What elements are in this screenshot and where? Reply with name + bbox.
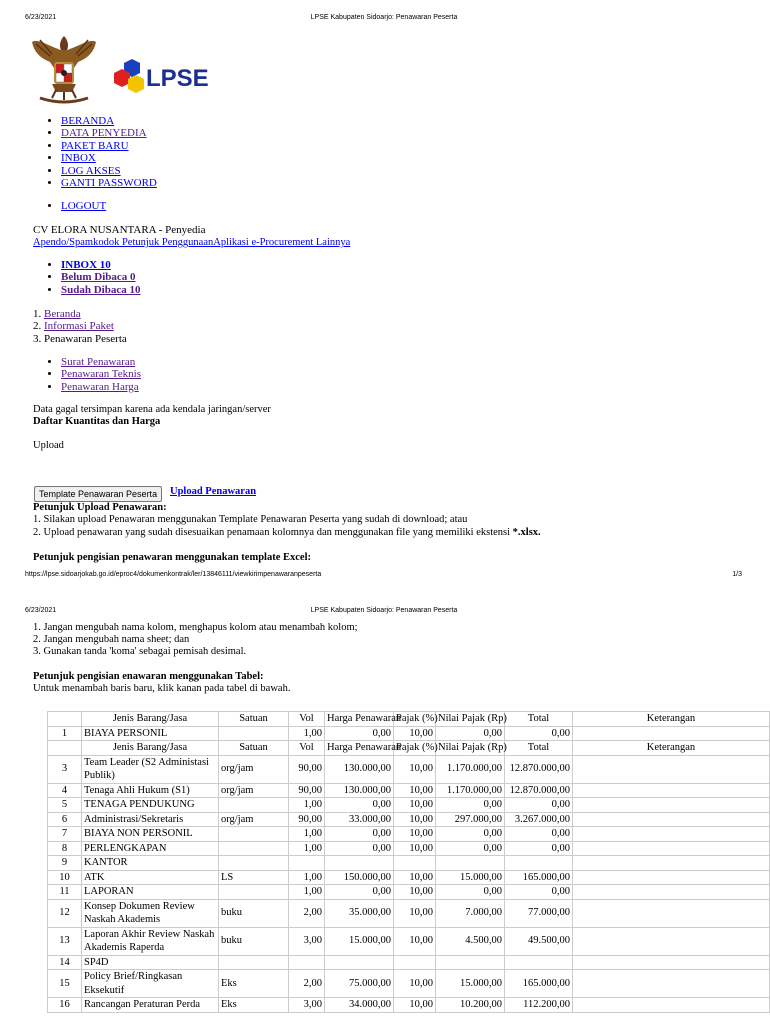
inbox-nav bbox=[45, 259, 140, 296]
table-cell[interactable]: Tenaga Ahli Hukum (S1) bbox=[82, 783, 219, 798]
nav-link-ganti-password[interactable]: GANTI PASSWORD bbox=[61, 177, 157, 190]
table-cell[interactable]: 1,00 bbox=[289, 870, 325, 885]
table-cell[interactable] bbox=[573, 812, 770, 827]
table-cell[interactable] bbox=[573, 899, 770, 927]
table-cell[interactable]: 0,00 bbox=[505, 841, 573, 856]
upload-help-line: 1. Silakan upload Penawaran menggunakan Template Penawaran Peserta yang sudah di download; atau bbox=[33, 514, 468, 525]
table-cell[interactable]: 10,00 bbox=[394, 812, 436, 827]
error-message: Data gagal tersimpan karena ada kendala jaringan/server bbox=[33, 404, 271, 415]
column-header[interactable]: Satuan bbox=[219, 741, 289, 756]
column-header[interactable]: Keterangan bbox=[573, 712, 770, 727]
table-cell[interactable]: 130.000,00 bbox=[325, 755, 394, 783]
table-cell[interactable]: 0,00 bbox=[436, 726, 505, 741]
nav-item-data-penyedia bbox=[61, 127, 157, 139]
table-row bbox=[48, 856, 770, 871]
table-row bbox=[48, 783, 770, 798]
nav-link-log-akses[interactable]: LOG AKSES bbox=[61, 164, 121, 177]
nav-item-beranda bbox=[61, 115, 157, 127]
table-cell[interactable] bbox=[505, 856, 573, 871]
upload-help-extension: *.xlsx. bbox=[512, 527, 541, 538]
table-cell[interactable]: 10,00 bbox=[394, 827, 436, 842]
nav-link-data-penyedia[interactable]: DATA PENYEDIA bbox=[61, 127, 147, 140]
nav-item-log-akses bbox=[61, 165, 157, 177]
table-cell[interactable] bbox=[573, 998, 770, 1013]
table-cell[interactable]: 49.500,00 bbox=[505, 927, 573, 955]
table-cell[interactable]: 0,00 bbox=[436, 885, 505, 900]
table-cell[interactable]: 75.000,00 bbox=[325, 970, 394, 998]
table-cell[interactable]: 5 bbox=[48, 798, 82, 813]
table-cell[interactable]: 12.870.000,00 bbox=[505, 755, 573, 783]
table-cell[interactable]: 10,00 bbox=[394, 783, 436, 798]
table-row bbox=[48, 726, 770, 741]
table-cell[interactable]: 3,00 bbox=[289, 927, 325, 955]
table-cell[interactable] bbox=[219, 827, 289, 842]
table-cell[interactable]: 0,00 bbox=[505, 885, 573, 900]
inbox-item bbox=[61, 259, 140, 271]
table-cell[interactable] bbox=[573, 885, 770, 900]
column-header[interactable]: Pajak (%) bbox=[394, 712, 436, 727]
table-cell[interactable]: 0,00 bbox=[436, 841, 505, 856]
table-cell[interactable]: LAPORAN bbox=[82, 885, 219, 900]
table-cell[interactable]: 90,00 bbox=[289, 755, 325, 783]
table-cell[interactable]: 10,00 bbox=[394, 970, 436, 998]
table-cell[interactable]: Rancangan Peraturan Perda bbox=[82, 998, 219, 1013]
table-cell[interactable]: 90,00 bbox=[289, 783, 325, 798]
unread-link[interactable]: Belum Dibaca 0 bbox=[61, 271, 136, 284]
nav-link-inbox[interactable]: INBOX bbox=[61, 152, 96, 165]
table-cell[interactable]: 165.000,00 bbox=[505, 870, 573, 885]
table-cell[interactable]: 1.170.000,00 bbox=[436, 783, 505, 798]
price-table bbox=[47, 711, 770, 1013]
table-cell[interactable] bbox=[573, 755, 770, 783]
table-cell[interactable]: Eks bbox=[219, 998, 289, 1013]
table-cell[interactable]: 1,00 bbox=[289, 827, 325, 842]
column-header[interactable]: Harga Penawaran bbox=[325, 712, 394, 727]
upload-label: Upload bbox=[33, 440, 64, 451]
table-cell[interactable]: 11 bbox=[48, 885, 82, 900]
table-cell[interactable]: KANTOR bbox=[82, 856, 219, 871]
table-row bbox=[48, 798, 770, 813]
logout-link[interactable]: LOGOUT bbox=[61, 200, 107, 212]
breadcrumb-number: 1. bbox=[33, 308, 42, 320]
upload-penawaran-link[interactable]: Upload Penawaran bbox=[170, 486, 257, 497]
nav-item-paket-baru bbox=[61, 140, 157, 152]
table-cell[interactable]: 35.000,00 bbox=[325, 899, 394, 927]
table-cell[interactable] bbox=[219, 841, 289, 856]
table-cell[interactable]: 0,00 bbox=[436, 827, 505, 842]
table-cell[interactable]: TENAGA PENDUKUNG bbox=[82, 798, 219, 813]
table-header-row bbox=[48, 712, 770, 727]
table-cell[interactable]: 4 bbox=[48, 783, 82, 798]
table-cell[interactable]: Laporan Akhir Review Naskah Akademis Raperda bbox=[82, 927, 219, 955]
table-cell[interactable]: org/jam bbox=[219, 812, 289, 827]
table-cell[interactable]: 10,00 bbox=[394, 870, 436, 885]
table-cell[interactable] bbox=[289, 955, 325, 970]
tab-penawaran-teknis[interactable]: Penawaran Teknis bbox=[61, 368, 141, 381]
table-cell[interactable]: org/jam bbox=[219, 755, 289, 783]
table-cell[interactable]: 112.200,00 bbox=[505, 998, 573, 1013]
table-cell[interactable]: 1,00 bbox=[289, 798, 325, 813]
inbox-link[interactable]: INBOX 10 bbox=[61, 259, 111, 271]
table-row bbox=[48, 755, 770, 783]
table-row bbox=[48, 899, 770, 927]
excel-help-line: 1. Jangan mengubah nama kolom, menghapus kolom atau menambah kolom; bbox=[33, 622, 358, 633]
column-header[interactable]: Vol bbox=[289, 712, 325, 727]
print-date: 6/23/2021 bbox=[25, 607, 57, 614]
table-cell[interactable]: 0,00 bbox=[436, 798, 505, 813]
table-row bbox=[48, 827, 770, 842]
table-row bbox=[48, 812, 770, 827]
table-cell[interactable]: 12.870.000,00 bbox=[505, 783, 573, 798]
table-cell[interactable]: 3,00 bbox=[289, 998, 325, 1013]
table-row bbox=[48, 870, 770, 885]
table-cell[interactable] bbox=[394, 955, 436, 970]
upload-help-title: Petunjuk Upload Penawaran: bbox=[33, 502, 167, 513]
table-cell[interactable]: 9 bbox=[48, 856, 82, 871]
column-header[interactable]: Nilai Pajak (Rp) bbox=[436, 741, 505, 756]
table-cell[interactable] bbox=[505, 955, 573, 970]
column-header[interactable]: Satuan bbox=[219, 712, 289, 727]
table-cell[interactable]: 14 bbox=[48, 955, 82, 970]
table-cell[interactable]: 10,00 bbox=[394, 998, 436, 1013]
nav-link-beranda[interactable]: BERANDA bbox=[61, 115, 115, 127]
column-header[interactable]: Harga Penawaran bbox=[325, 741, 394, 756]
user-label: CV ELORA NUSANTARA - Penyedia bbox=[33, 224, 206, 236]
table-cell[interactable]: 3 bbox=[48, 755, 82, 783]
table-cell[interactable] bbox=[219, 726, 289, 741]
tab-penawaran-harga[interactable]: Penawaran Harga bbox=[61, 380, 139, 393]
table-cell[interactable]: 0,00 bbox=[325, 827, 394, 842]
print-url: https://lpse.sidoarjokab.go.id/eproc4/dokumenkontrak/ler/13846111/viewkirimpenawaranpeserta bbox=[25, 571, 322, 578]
column-header[interactable]: Total bbox=[505, 741, 573, 756]
print-title: LPSE Kabupaten Sidoarjo: Penawaran Peserta bbox=[310, 14, 458, 21]
section-title: Daftar Kuantitas dan Harga bbox=[33, 416, 161, 427]
table-cell[interactable] bbox=[289, 856, 325, 871]
column-header[interactable]: Pajak (%) bbox=[394, 741, 436, 756]
table-cell[interactable] bbox=[219, 798, 289, 813]
print-page-number: 1/3 bbox=[732, 571, 742, 578]
excel-help-line: 2. Jangan mengubah nama sheet; dan bbox=[33, 634, 190, 645]
table-cell[interactable]: SP4D bbox=[82, 955, 219, 970]
table-cell[interactable]: PERLENGKAPAN bbox=[82, 841, 219, 856]
logout-nav bbox=[45, 200, 106, 212]
table-cell[interactable] bbox=[573, 870, 770, 885]
table-cell[interactable]: 10,00 bbox=[394, 798, 436, 813]
table-header-row bbox=[48, 741, 770, 756]
table-cell[interactable]: 0,00 bbox=[505, 827, 573, 842]
table-cell[interactable]: BIAYA NON PERSONIL bbox=[82, 827, 219, 842]
table-cell[interactable] bbox=[325, 955, 394, 970]
breadcrumb-number: 2. bbox=[33, 320, 42, 333]
table-cell[interactable]: 3.267.000,00 bbox=[505, 812, 573, 827]
table-cell[interactable]: 2,00 bbox=[289, 899, 325, 927]
table-cell[interactable]: 15.000,00 bbox=[436, 870, 505, 885]
table-cell[interactable]: 10,00 bbox=[394, 899, 436, 927]
table-cell[interactable]: 0,00 bbox=[325, 841, 394, 856]
table-cell[interactable]: 10,00 bbox=[394, 841, 436, 856]
table-cell[interactable]: BIAYA PERSONIL bbox=[82, 726, 219, 741]
inbox-item bbox=[61, 271, 140, 283]
table-cell[interactable] bbox=[436, 955, 505, 970]
excel-help-line: 3. Gunakan tanda 'koma' sebagai pemisah desimal. bbox=[33, 646, 247, 657]
table-cell[interactable]: 10.200,00 bbox=[436, 998, 505, 1013]
table-cell[interactable]: 130.000,00 bbox=[325, 783, 394, 798]
lpse-logo-icon bbox=[110, 55, 220, 99]
breadcrumb-item bbox=[33, 320, 127, 332]
table-help-title: Petunjuk pengisian enawaran menggunakan Tabel: bbox=[33, 671, 264, 682]
table-cell[interactable]: 1,00 bbox=[289, 841, 325, 856]
garuda-emblem-icon bbox=[30, 32, 98, 106]
table-cell[interactable]: 12 bbox=[48, 899, 82, 927]
table-cell[interactable]: 15 bbox=[48, 970, 82, 998]
table-cell[interactable]: 297.000,00 bbox=[436, 812, 505, 827]
table-cell[interactable]: 2,00 bbox=[289, 970, 325, 998]
table-cell[interactable] bbox=[219, 955, 289, 970]
table-cell[interactable] bbox=[573, 970, 770, 998]
table-cell[interactable] bbox=[436, 856, 505, 871]
table-row bbox=[48, 885, 770, 900]
table-cell[interactable]: org/jam bbox=[219, 783, 289, 798]
table-cell[interactable] bbox=[219, 856, 289, 871]
table-row bbox=[48, 841, 770, 856]
table-cell[interactable]: 7 bbox=[48, 827, 82, 842]
table-cell[interactable]: 77.000,00 bbox=[505, 899, 573, 927]
table-cell[interactable]: 165.000,00 bbox=[505, 970, 573, 998]
table-cell[interactable]: 0,00 bbox=[325, 798, 394, 813]
table-cell[interactable]: 8 bbox=[48, 841, 82, 856]
breadcrumb-link-beranda[interactable]: Beranda bbox=[44, 308, 81, 320]
table-cell[interactable]: Administrasi/Sekretaris bbox=[82, 812, 219, 827]
breadcrumb-current: Penawaran Peserta bbox=[44, 332, 127, 345]
offer-tab-item bbox=[61, 381, 141, 393]
table-cell[interactable]: 0,00 bbox=[505, 726, 573, 741]
tab-surat-penawaran[interactable]: Surat Penawaran bbox=[61, 356, 136, 368]
nav-item-logout bbox=[61, 200, 106, 212]
table-cell[interactable] bbox=[325, 856, 394, 871]
main-nav bbox=[45, 115, 157, 189]
table-cell[interactable]: 90,00 bbox=[289, 812, 325, 827]
table-cell[interactable]: 15.000,00 bbox=[436, 970, 505, 998]
table-cell[interactable] bbox=[573, 783, 770, 798]
nav-link-paket-baru[interactable]: PAKET BARU bbox=[61, 139, 129, 152]
upload-help-line bbox=[33, 527, 541, 538]
offer-tabs bbox=[45, 356, 141, 393]
nav-item-ganti-password bbox=[61, 177, 157, 189]
inbox-item bbox=[61, 284, 140, 296]
table-cell[interactable] bbox=[573, 927, 770, 955]
table-cell[interactable] bbox=[573, 798, 770, 813]
price-table-body bbox=[48, 712, 770, 1013]
column-header[interactable] bbox=[48, 712, 82, 727]
table-cell[interactable]: 10,00 bbox=[394, 885, 436, 900]
table-cell[interactable]: 4.500,00 bbox=[436, 927, 505, 955]
nav-item-inbox bbox=[61, 152, 157, 164]
column-header[interactable]: Keterangan bbox=[573, 741, 770, 756]
table-cell[interactable] bbox=[573, 856, 770, 871]
table-cell[interactable]: 15.000,00 bbox=[325, 927, 394, 955]
breadcrumb-number: 3. bbox=[33, 332, 42, 345]
table-cell[interactable] bbox=[219, 885, 289, 900]
table-help-text: Untuk menambah baris baru, klik kanan pada tabel di bawah. bbox=[33, 683, 291, 694]
table-cell[interactable]: 1,00 bbox=[289, 885, 325, 900]
offer-tab-item bbox=[61, 368, 141, 380]
column-header[interactable]: Nilai Pajak (Rp) bbox=[436, 712, 505, 727]
table-cell[interactable]: 7.000,00 bbox=[436, 899, 505, 927]
table-row bbox=[48, 955, 770, 970]
table-cell[interactable] bbox=[394, 856, 436, 871]
table-cell[interactable]: 6 bbox=[48, 812, 82, 827]
table-cell[interactable]: 16 bbox=[48, 998, 82, 1013]
table-cell[interactable] bbox=[573, 726, 770, 741]
breadcrumb-link-informasi-paket[interactable]: Informasi Paket bbox=[44, 320, 114, 333]
table-cell[interactable]: 10,00 bbox=[394, 755, 436, 783]
table-cell[interactable] bbox=[573, 841, 770, 856]
column-header[interactable]: Vol bbox=[289, 741, 325, 756]
table-cell[interactable]: 34.000,00 bbox=[325, 998, 394, 1013]
excel-help-title: Petunjuk pengisian penawaran menggunakan template Excel: bbox=[33, 552, 311, 563]
svg-text:LPSE: LPSE bbox=[146, 65, 209, 92]
breadcrumb bbox=[33, 308, 127, 345]
table-cell[interactable]: 10 bbox=[48, 870, 82, 885]
print-title: LPSE Kabupaten Sidoarjo: Penawaran Peserta bbox=[310, 607, 458, 614]
table-cell[interactable]: 10,00 bbox=[394, 726, 436, 741]
table-cell[interactable]: buku bbox=[219, 899, 289, 927]
table-cell[interactable]: 33.000,00 bbox=[325, 812, 394, 827]
table-cell[interactable]: 1.170.000,00 bbox=[436, 755, 505, 783]
table-cell[interactable]: LS bbox=[219, 870, 289, 885]
table-cell[interactable]: 13 bbox=[48, 927, 82, 955]
table-cell[interactable]: ATK bbox=[82, 870, 219, 885]
table-cell[interactable]: 1 bbox=[48, 726, 82, 741]
table-cell[interactable]: 0,00 bbox=[325, 885, 394, 900]
table-cell[interactable]: Eks bbox=[219, 970, 289, 998]
upload-help-text: 2. Upload penawaran yang sudah disesuaikan penamaan kolomnya dan menggunakan file yang memiliki ekstensi bbox=[33, 527, 513, 538]
table-cell[interactable]: Konsep Dokumen Review Naskah Akademis bbox=[82, 899, 219, 927]
table-cell[interactable]: 10,00 bbox=[394, 927, 436, 955]
table-cell[interactable]: Team Leader (S2 Administasi Publik) bbox=[82, 755, 219, 783]
column-header[interactable]: Jenis Barang/Jasa bbox=[82, 712, 219, 727]
breadcrumb-item bbox=[33, 308, 127, 320]
table-cell[interactable] bbox=[573, 955, 770, 970]
column-header[interactable]: Jenis Barang/Jasa bbox=[82, 741, 219, 756]
offer-tab-item bbox=[61, 356, 141, 368]
table-row bbox=[48, 970, 770, 998]
read-link[interactable]: Sudah Dibaca 10 bbox=[61, 283, 141, 296]
table-cell[interactable]: 150.000,00 bbox=[325, 870, 394, 885]
column-header[interactable] bbox=[48, 741, 82, 756]
table-row bbox=[48, 998, 770, 1013]
table-row bbox=[48, 927, 770, 955]
table-cell[interactable]: 0,00 bbox=[325, 726, 394, 741]
table-cell[interactable]: Policy Brief/Ringkasan Eksekutif bbox=[82, 970, 219, 998]
template-download-button[interactable]: Template Penawaran Peserta bbox=[34, 486, 162, 502]
table-cell[interactable] bbox=[573, 827, 770, 842]
table-cell[interactable]: 1,00 bbox=[289, 726, 325, 741]
table-cell[interactable]: buku bbox=[219, 927, 289, 955]
print-date: 6/23/2021 bbox=[25, 14, 57, 21]
breadcrumb-item bbox=[33, 333, 127, 345]
apendo-link[interactable]: Apendo/Spamkodok Petunjuk PenggunaanAplikasi e-Procurement Lainnya bbox=[33, 237, 351, 248]
column-header[interactable]: Total bbox=[505, 712, 573, 727]
table-cell[interactable]: 0,00 bbox=[505, 798, 573, 813]
